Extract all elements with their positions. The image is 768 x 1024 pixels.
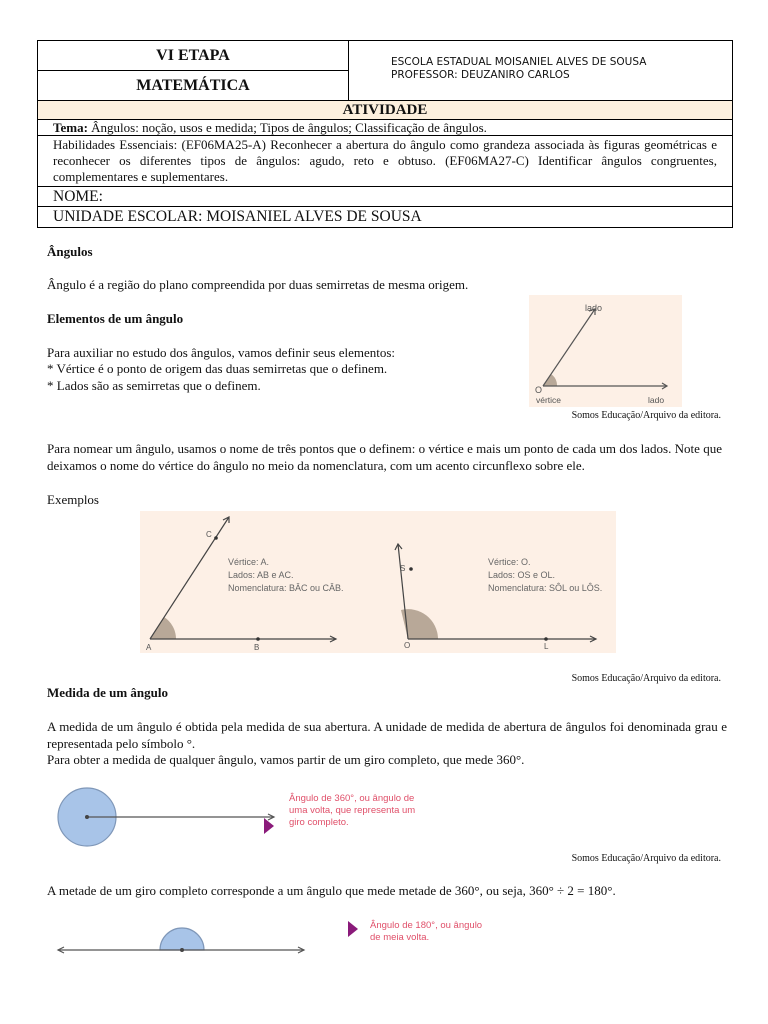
heading-elementos: Elementos de um ângulo <box>47 311 184 326</box>
label-point-s: S <box>400 564 406 573</box>
habilidades-row: Habilidades Essenciais: (EF06MA25-A) Reconhecer a abertura do ângulo como grandeza associada às figuras geométricas e reconhecer os diferentes tipos de ângulos: agudo, reto e obtuso. (EF06MA27-C) Identificar ângulos congruentes, complementares e suplementares. <box>38 136 732 187</box>
list-item-lados: * Lados são as semirretas que o definem. <box>47 378 261 393</box>
caption-vertice-2: Vértice: O. <box>488 557 531 567</box>
tema-row <box>38 120 732 136</box>
caption-180-line1: Ângulo de 180°, ou ângulo <box>370 920 483 931</box>
caption-360-line1: Ângulo de 360°, ou ângulo de <box>289 793 415 804</box>
center-point <box>180 948 184 952</box>
paragraph-definition: Ângulo é a região do plano compreendida por duas semirretas de mesma origem. <box>47 277 469 292</box>
caption-lados-1: Lados: AB e AC. <box>228 570 294 580</box>
label-point-b: B <box>254 643 260 652</box>
point-b <box>256 637 260 641</box>
point-s <box>409 567 413 571</box>
play-arrow-icon <box>348 921 358 937</box>
label-point-l: L <box>544 642 549 651</box>
label-vertice: vértice <box>536 395 562 405</box>
angle-naming-figure <box>140 511 616 653</box>
paragraph-medida: A medida de um ângulo é obtida pela medida de sua abertura. A unidade de medida de abertura de ângulos foi denominada grau e representada pelo símbolo °. <box>47 719 727 751</box>
school-name: ESCOLA ESTADUAL MOISANIEL ALVES DE SOUSA <box>391 56 647 68</box>
list-item-vertice: * Vértice é o ponto de origem das duas semirretas que o definem. <box>47 361 388 376</box>
caption-nomenclatura-1: Nomenclatura: BÂC ou CÂB. <box>228 583 344 593</box>
label-vertex-o: O <box>535 385 543 395</box>
paragraph-auxiliar: Para auxiliar no estudo dos ângulos, vamos definir seus elementos: <box>47 345 396 360</box>
paragraph-nomear: Para nomear um ângulo, usamos o nome de três pontos que o definem: o vértice e mais um ponto de cada um dos lados. Note que deixamos o nome do vértice do ângulo no meio da nomenclatura, com um acento circunflexo sobre ele. <box>47 441 722 473</box>
label-lado-top: lado <box>585 303 603 313</box>
teacher-name: PROFESSOR: DEUZANIRO CARLOS <box>391 69 570 81</box>
heading-angulos: Ângulos <box>47 244 93 259</box>
image-credit-3: Somos Educação/Arquivo da editora. <box>571 853 721 864</box>
half-turn-figure <box>52 912 512 962</box>
ray-os <box>398 544 408 639</box>
label-lado-bottom: lado <box>648 395 665 405</box>
angle-arc-a <box>150 617 176 639</box>
ray-ac <box>150 517 229 639</box>
image-credit-1: Somos Educação/Arquivo da editora. <box>571 410 721 421</box>
point-c <box>214 536 218 540</box>
stage-title: VI ETAPA <box>38 41 348 71</box>
label-point-c: C <box>206 530 212 539</box>
tema-text: Ângulos: noção, usos e medida; Tipos de ângulos; Classificação de ângulos. <box>87 120 487 135</box>
side-line-top <box>543 309 595 386</box>
paragraph-exemplos: Exemplos <box>47 492 99 507</box>
caption-360-line2: uma volta, que representa um <box>289 805 416 816</box>
label-point-a: A <box>146 643 152 652</box>
unit-row: UNIDADE ESCOLAR: MOISANIEL ALVES DE SOUSA <box>53 208 422 225</box>
activity-title: ATIVIDADE <box>38 101 732 120</box>
caption-lados-2: Lados: OS e OL. <box>488 570 556 580</box>
paragraph-giro: Para obter a medida de qualquer ângulo, vamos partir de um giro completo, que mede 360°. <box>47 752 525 767</box>
angle-elements-figure <box>529 295 682 407</box>
caption-180-line2: de meia volta. <box>370 932 430 943</box>
caption-vertice-1: Vértice: A. <box>228 557 270 567</box>
point-l <box>544 637 548 641</box>
subject-title: MATEMÁTICA <box>136 76 250 94</box>
play-arrow-icon <box>264 818 274 834</box>
header-table <box>37 40 733 228</box>
center-point <box>85 815 89 819</box>
caption-360-line3: giro completo. <box>289 817 349 828</box>
paragraph-metade: A metade de um giro completo corresponde a um ângulo que mede metade de 360°, ou seja, 360° ÷ 2 = 180°. <box>47 883 616 898</box>
name-row: NOME: <box>38 187 732 207</box>
heading-medida: Medida de um ângulo <box>47 685 168 700</box>
tema-label: Tema: <box>53 120 88 135</box>
image-credit-2: Somos Educação/Arquivo da editora. <box>571 673 721 684</box>
caption-nomenclatura-2: Nomenclatura: SÔL ou LÔS. <box>488 583 603 593</box>
full-turn-figure <box>56 786 456 856</box>
half-circle <box>160 928 204 950</box>
label-point-o: O <box>404 641 411 650</box>
